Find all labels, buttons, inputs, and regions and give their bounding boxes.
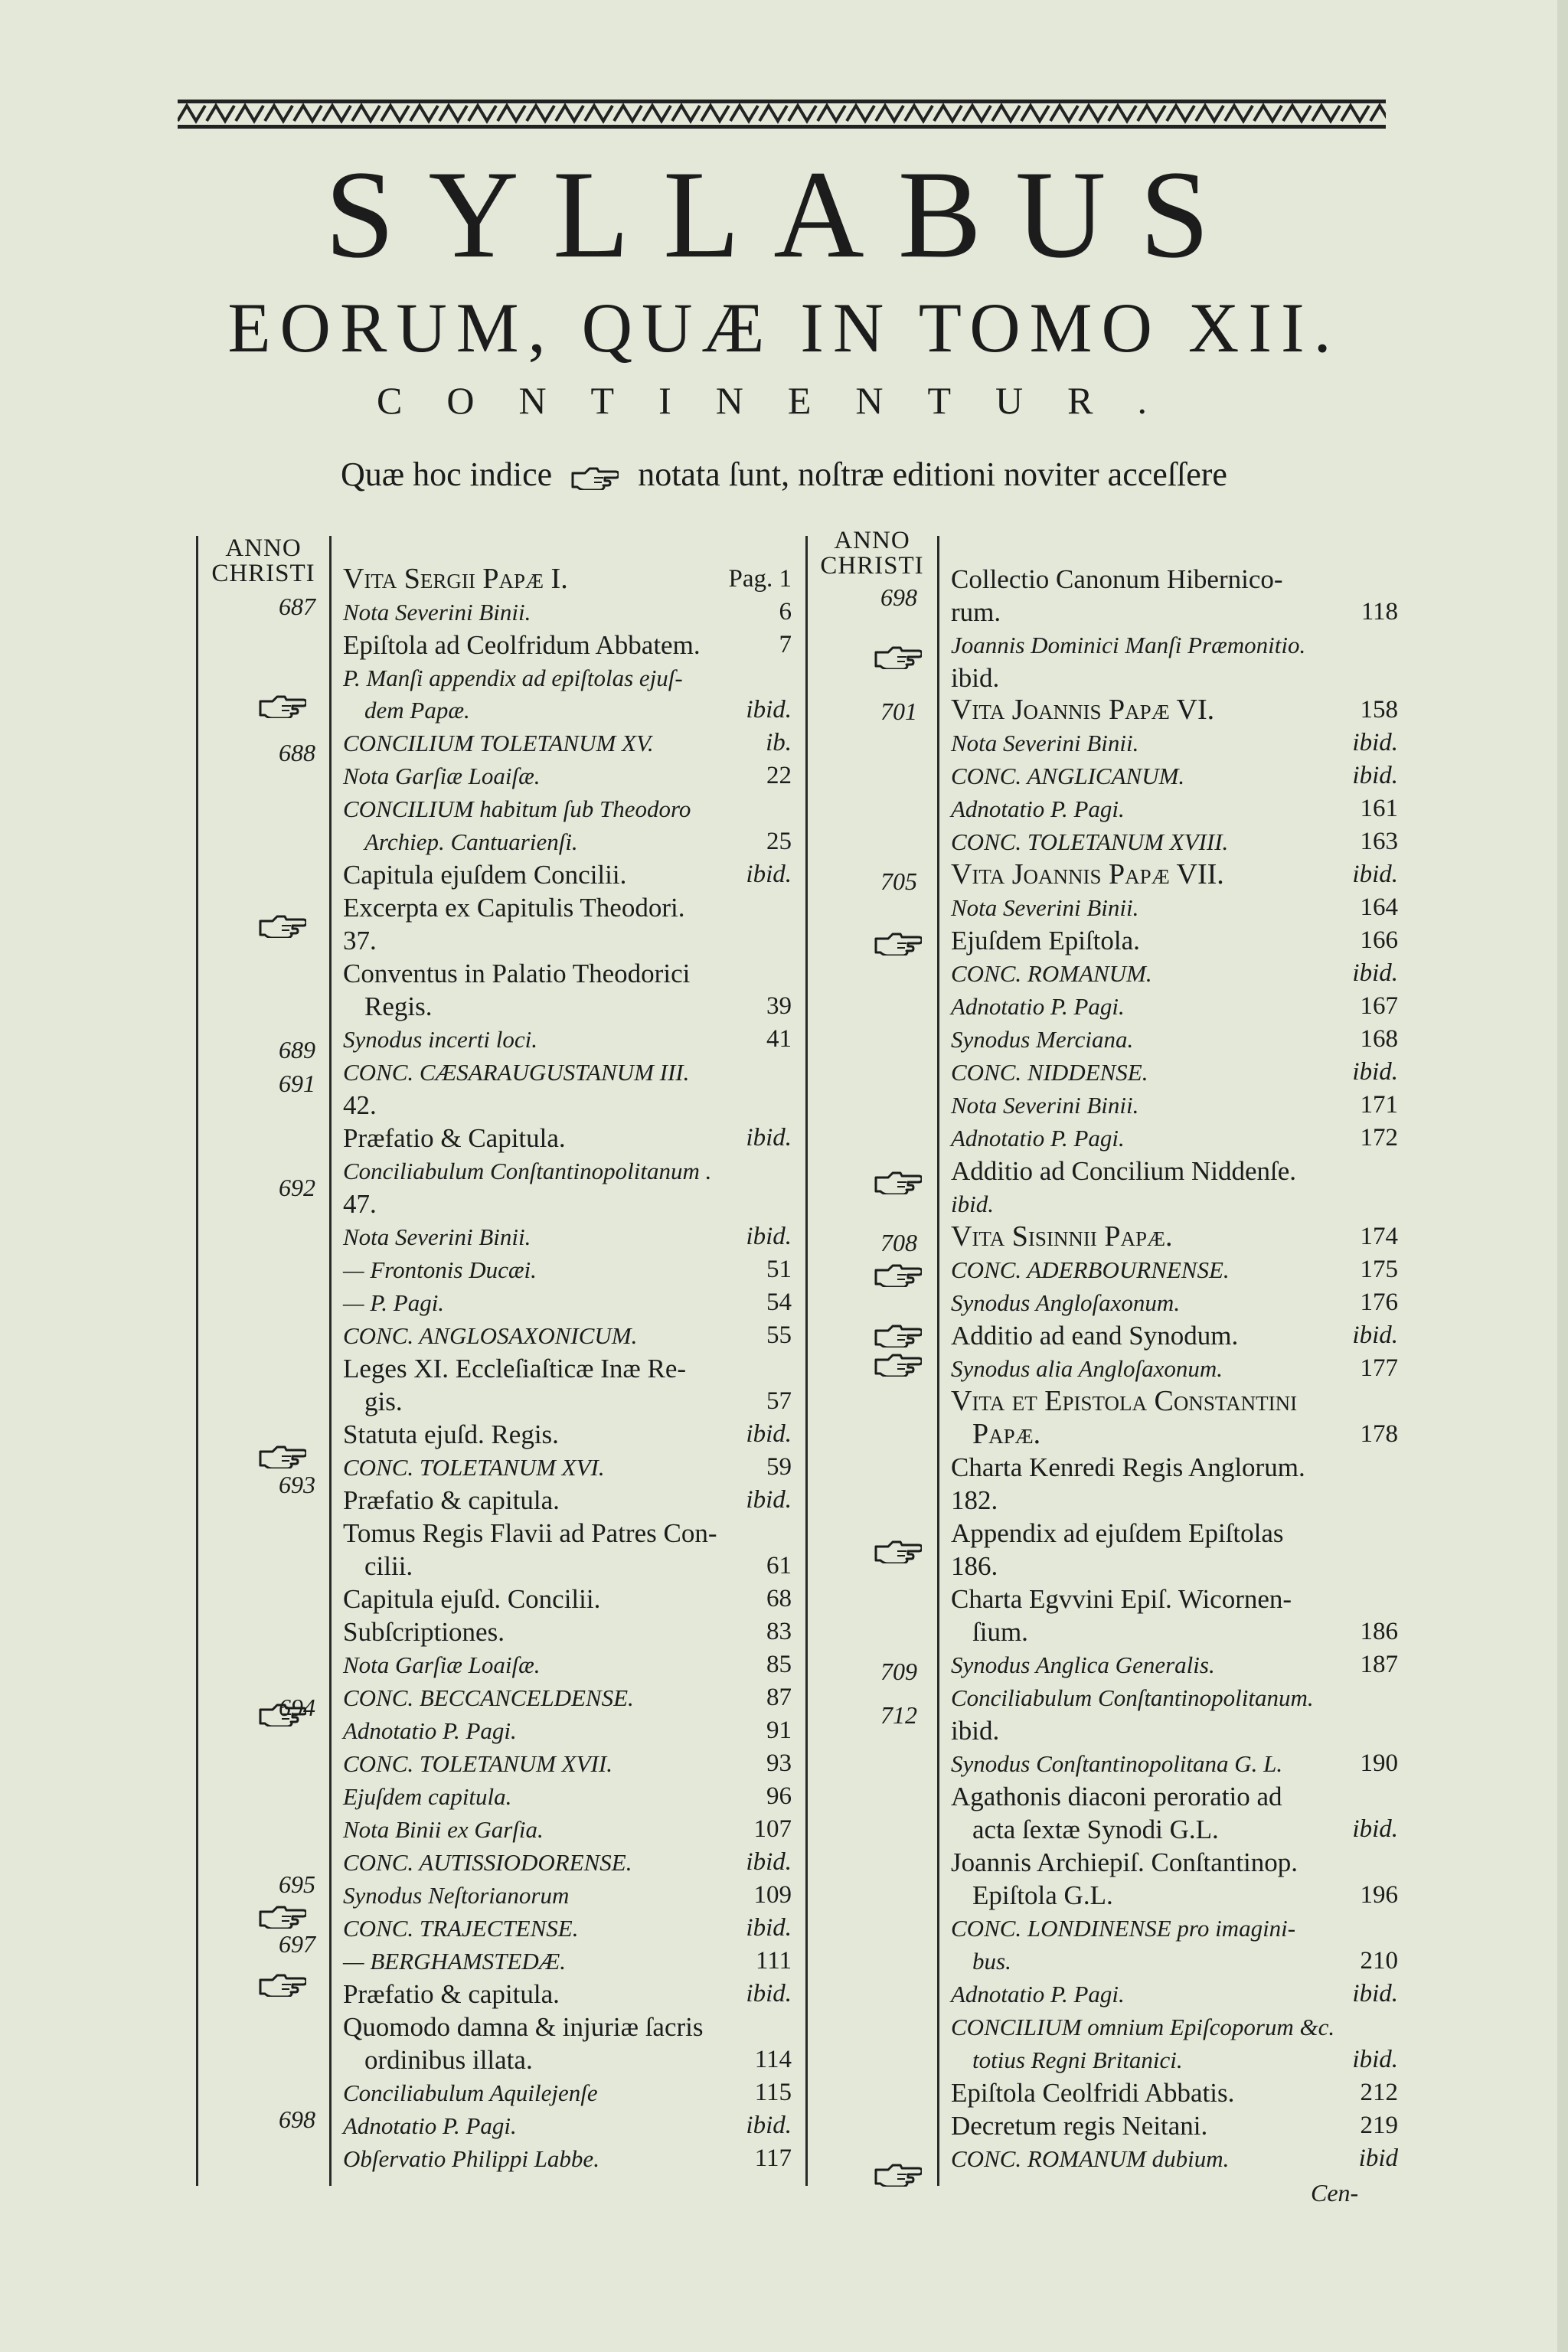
index-entry: Nota Severini Binii. bbox=[951, 894, 1139, 921]
page-number: ib. bbox=[766, 729, 792, 756]
index-entry: Tomus Regis Flavii ad Patres Con- bbox=[343, 1518, 717, 1548]
page-subtitle-continentur: CONTINENTUR. bbox=[376, 379, 1192, 422]
anno-year: 691 bbox=[279, 1070, 315, 1097]
index-entry: ibid. bbox=[951, 1716, 1000, 1746]
page-number: 107 bbox=[753, 1815, 792, 1843]
anno-year: 689 bbox=[279, 1036, 315, 1063]
index-entry: CONC. TOLETANUM XVI. bbox=[343, 1454, 605, 1481]
page-number: 61 bbox=[766, 1552, 792, 1579]
pointing-hand-icon bbox=[259, 694, 306, 718]
right-column-rule bbox=[937, 536, 939, 2186]
index-entry: Synodus Anglica Generalis. bbox=[951, 1651, 1215, 1678]
index-entry: Nota Garſiæ Loaiſæ. bbox=[343, 763, 541, 789]
index-entry: Excerpta ex Capitulis Theodori. bbox=[343, 893, 685, 923]
anno-year: 705 bbox=[880, 867, 917, 895]
index-entry: P. Manſi appendix ad epiſtolas ejuſ- bbox=[343, 665, 683, 691]
index-entry: Præfatio & capitula. bbox=[343, 1979, 560, 2009]
index-entry: Agathonis diaconi peroratio ad bbox=[951, 1782, 1282, 1811]
index-entry: CONC. TOLETANUM XVII. bbox=[343, 1750, 612, 1777]
page-number: 41 bbox=[766, 1025, 792, 1053]
anno-year: 692 bbox=[279, 1174, 315, 1201]
index-entry: CONC. TRAJECTENSE. bbox=[343, 1915, 579, 1942]
page-number: 83 bbox=[766, 1618, 792, 1645]
index-entry: Adnotatio P. Pagi. bbox=[951, 1981, 1125, 2007]
index-note bbox=[0, 455, 1568, 495]
index-entry: Joannis Archiepiſ. Conſtantinop. bbox=[951, 1847, 1298, 1877]
pointing-hand-icon bbox=[874, 1539, 922, 1563]
index-entry: Epiſtola ad Ceolfridum Abbatem. bbox=[343, 630, 701, 660]
page-number: 168 bbox=[1360, 1025, 1398, 1053]
index-entry: Synodus alia Angloſaxonum. bbox=[951, 1355, 1223, 1382]
page-number: 163 bbox=[1360, 828, 1398, 855]
page-number: 68 bbox=[766, 1585, 792, 1612]
index-entry: Nota Severini Binii. bbox=[343, 1223, 531, 1250]
index-entry: CONC. LONDINENSE pro imagini- bbox=[951, 1915, 1296, 1942]
index-entry: 182. bbox=[951, 1485, 998, 1515]
index-entry: — BERGHAMSTEDÆ. bbox=[343, 1948, 567, 1975]
index-entry: Statuta ejuſd. Regis. bbox=[343, 1419, 559, 1449]
page-number: 171 bbox=[1360, 1091, 1398, 1119]
index-entry: Vita Joannis Papæ VI. bbox=[951, 694, 1215, 726]
index-entry: Synodus Angloſaxonum. bbox=[951, 1289, 1181, 1316]
index-entry: Capitula ejuſdem Concilii. bbox=[343, 860, 627, 890]
index-entry: Epiſtola Ceolfridi Abbatis. bbox=[951, 2078, 1235, 2108]
pointing-hand-icon bbox=[874, 645, 922, 669]
anno-year: 712 bbox=[880, 1701, 917, 1729]
index-entry: CONC. TOLETANUM XVIII. bbox=[951, 828, 1229, 855]
index-entry: Vita Sergii Papæ I. bbox=[343, 563, 568, 595]
index-entry: CONC. ROMANUM. bbox=[951, 960, 1152, 987]
page-number: ibid. bbox=[746, 1223, 792, 1250]
pointing-hand-icon bbox=[259, 1444, 306, 1468]
index-entry: Conciliabulum Aquilejenſe bbox=[343, 2079, 598, 2106]
pointing-hand-icon bbox=[874, 931, 922, 956]
anno-year: 697 bbox=[279, 1930, 315, 1958]
page-number: ibid. bbox=[746, 1486, 792, 1514]
page-number: ibid. bbox=[746, 1914, 792, 1942]
index-entry: CONC. CÆSARAUGUSTANUM III. bbox=[343, 1059, 690, 1086]
page-number: 210 bbox=[1360, 1947, 1398, 1975]
page-number: 219 bbox=[1360, 2112, 1398, 2139]
page-number: ibid. bbox=[1352, 1058, 1398, 1086]
anno-year: 708 bbox=[880, 1229, 917, 1256]
page-number: 167 bbox=[1360, 992, 1398, 1020]
index-entry: ibid. bbox=[951, 663, 1000, 693]
index-entry: Conventus in Palatio Theodorici bbox=[343, 959, 691, 988]
page-number: 118 bbox=[1361, 598, 1398, 626]
page-number: ibid. bbox=[1352, 861, 1398, 888]
index-entry: ordinibus illata. bbox=[364, 2045, 533, 2075]
index-entry: CONC. ROMANUM dubium. bbox=[951, 2145, 1230, 2172]
pointing-hand-icon bbox=[874, 1323, 922, 1348]
index-entry: CONC. ANGLOSAXONICUM. bbox=[343, 1322, 638, 1349]
index-entry: — P. Pagi. bbox=[343, 1289, 445, 1316]
page-number: ibid. bbox=[1352, 729, 1398, 756]
anno-year: 688 bbox=[279, 739, 315, 766]
anno-year: 698 bbox=[880, 583, 917, 611]
page-number: 55 bbox=[766, 1321, 792, 1349]
page-number: 96 bbox=[766, 1782, 792, 1810]
index-entry: cilii. bbox=[364, 1551, 413, 1581]
index-entry: Nota Binii ex Garſia. bbox=[343, 1816, 544, 1843]
index-entry: 186. bbox=[951, 1551, 998, 1581]
page-number: ibid. bbox=[746, 696, 792, 724]
pointing-hand-icon bbox=[874, 1352, 922, 1377]
index-entry: CONCILIUM TOLETANUM XV. bbox=[343, 730, 654, 756]
index-entry: Adnotatio P. Pagi. bbox=[951, 795, 1125, 822]
index-entry: Vita Joannis Papæ VII. bbox=[951, 858, 1224, 890]
page-number: Pag. 1 bbox=[728, 565, 792, 593]
index-entry: Papæ. bbox=[972, 1418, 1041, 1450]
anno-header-right: ANNO CHRISTI bbox=[820, 527, 924, 580]
page-number: ibid bbox=[1358, 2145, 1398, 2172]
page-number: 111 bbox=[755, 1947, 792, 1975]
catchword: Cen- bbox=[1311, 2179, 1359, 2207]
index-note-before: Quæ hoc indice bbox=[341, 456, 553, 493]
index-entry: CONC. ANGLICANUM. bbox=[951, 763, 1185, 789]
page-number: 166 bbox=[1360, 926, 1398, 954]
pointing-hand-icon bbox=[571, 466, 619, 490]
index-entry: Vita et Epistola Constantini bbox=[951, 1385, 1298, 1417]
index-entry: CONCILIUM habitum ſub Theodoro bbox=[343, 795, 691, 822]
index-entry: Ejuſdem capitula. bbox=[343, 1783, 512, 1810]
page-number: ibid. bbox=[1352, 959, 1398, 987]
pointing-hand-icon bbox=[259, 1972, 306, 1997]
page-number: 117 bbox=[754, 2145, 792, 2172]
index-note-after: notata ſunt, noſtræ editioni noviter acceſſere bbox=[638, 456, 1227, 493]
index-entry: Adnotatio P. Pagi. bbox=[951, 993, 1125, 1020]
page-number: 161 bbox=[1360, 795, 1398, 822]
index-entry: 37. bbox=[343, 926, 377, 956]
index-entry: Conciliabulum Conſtantinopolitanum. bbox=[951, 1684, 1314, 1711]
page-number: 25 bbox=[766, 828, 792, 855]
index-entry: Præfatio & Capitula. bbox=[343, 1123, 566, 1153]
pointing-hand-icon bbox=[259, 1702, 306, 1726]
index-entry: Charta Egvvini Epiſ. Wicornen- bbox=[951, 1584, 1292, 1614]
page-number: 196 bbox=[1360, 1881, 1398, 1909]
index-entry: Conciliabulum Conſtantinopolitanum . bbox=[343, 1158, 712, 1184]
page-number: 177 bbox=[1360, 1354, 1398, 1382]
index-entry: Nota Severini Binii. bbox=[951, 1092, 1139, 1119]
pointing-hand-icon bbox=[259, 913, 306, 938]
page-number: ibid. bbox=[746, 1980, 792, 2007]
page-number: 39 bbox=[766, 992, 792, 1020]
page-number: 54 bbox=[766, 1289, 792, 1316]
page-number: 187 bbox=[1360, 1651, 1398, 1678]
page-number: 172 bbox=[1360, 1124, 1398, 1152]
index-entry: CONC. BECCANCELDENSE. bbox=[343, 1684, 634, 1711]
middle-rule bbox=[805, 536, 808, 2186]
page-number: 178 bbox=[1360, 1420, 1398, 1448]
index-entry: rum. bbox=[951, 597, 1001, 627]
index-entry: gis. bbox=[364, 1387, 403, 1416]
page-number: 115 bbox=[754, 2079, 792, 2106]
page-number: 175 bbox=[1360, 1256, 1398, 1283]
anno-header-left: ANNO CHRISTI bbox=[211, 534, 315, 587]
page-number: ibid. bbox=[746, 1848, 792, 1876]
page-number: ibid. bbox=[746, 1124, 792, 1152]
index-entry: Nota Severini Binii. bbox=[951, 730, 1139, 756]
index-entry: CONC. ADERBOURNENSE. bbox=[951, 1256, 1230, 1283]
page-title: SYLLABUS bbox=[325, 145, 1243, 284]
index-entry: Ejuſdem Epiſtola. bbox=[951, 926, 1140, 956]
index-entry: Nota Severini Binii. bbox=[343, 599, 531, 626]
index-entry: Synodus Conſtantinopolitana G. L. bbox=[951, 1750, 1283, 1777]
page-number: 212 bbox=[1360, 2079, 1398, 2106]
page-number: 114 bbox=[754, 2046, 792, 2073]
index-entry: Synodus incerti loci. bbox=[343, 1026, 537, 1053]
index-entry: CONC. NIDDENSE. bbox=[951, 1059, 1148, 1086]
left-anno-rule bbox=[196, 536, 198, 2186]
page-number: 51 bbox=[766, 1256, 792, 1283]
page-number: 6 bbox=[779, 598, 792, 626]
index-entry: acta ſextæ Synodi G.L. bbox=[972, 1815, 1219, 1844]
index-entry: Subſcriptiones. bbox=[343, 1617, 505, 1647]
index-entry: Adnotatio P. Pagi. bbox=[343, 2112, 517, 2139]
index-entry: Charta Kenredi Regis Anglorum. bbox=[951, 1452, 1305, 1482]
page-number: 22 bbox=[766, 762, 792, 789]
index-entry: Additio ad eand Synodum. bbox=[951, 1321, 1239, 1351]
ornament-border bbox=[178, 98, 1386, 130]
page-number: 186 bbox=[1360, 1618, 1398, 1645]
page-number: 190 bbox=[1360, 1749, 1398, 1777]
page-number: 87 bbox=[766, 1684, 792, 1711]
anno-year: 701 bbox=[880, 697, 917, 725]
index-entry: Adnotatio P. Pagi. bbox=[951, 1125, 1125, 1152]
page-number: 59 bbox=[766, 1453, 792, 1481]
page-number: 176 bbox=[1360, 1289, 1398, 1316]
page-number: 57 bbox=[766, 1387, 792, 1415]
page-number: 158 bbox=[1360, 696, 1398, 724]
left-column-rule bbox=[329, 536, 332, 2186]
index-entry: Obſervatio Philippi Labbe. bbox=[343, 2145, 599, 2172]
index-entry: 42. bbox=[343, 1090, 377, 1120]
anno-year: 687 bbox=[279, 593, 315, 620]
page-number: 93 bbox=[766, 1749, 792, 1777]
index-entry: Collectio Canonum Hibernico- bbox=[951, 564, 1283, 594]
index-entry: Adnotatio P. Pagi. bbox=[343, 1717, 517, 1744]
page-number: ibid. bbox=[1352, 1980, 1398, 2007]
index-entry: Synodus Merciana. bbox=[951, 1026, 1134, 1053]
index-entry: totius Regni Britanici. bbox=[972, 2047, 1183, 2073]
page-number: 85 bbox=[766, 1651, 792, 1678]
index-entry: Præfatio & capitula. bbox=[343, 1485, 560, 1515]
index-entry: Epiſtola G.L. bbox=[972, 1880, 1113, 1910]
page-number: 164 bbox=[1360, 893, 1398, 921]
index-entry: Nota Garſiæ Loaiſæ. bbox=[343, 1651, 541, 1678]
index-entry: Appendix ad ejuſdem Epiſtolas bbox=[951, 1518, 1284, 1548]
index-entry: 47. bbox=[343, 1189, 377, 1219]
anno-year: 698 bbox=[279, 2105, 315, 2133]
page-number: 109 bbox=[753, 1881, 792, 1909]
index-entry: Vita Sisinnii Papæ. bbox=[951, 1220, 1173, 1253]
index-entry: CONCILIUM omnium Epiſcoporum &c. bbox=[951, 2014, 1335, 2040]
index-entry: Joannis Dominici Manſi Præmonitio. bbox=[951, 632, 1306, 658]
anno-year: 695 bbox=[279, 1870, 315, 1898]
page-number: ibid. bbox=[1352, 1815, 1398, 1843]
page-number: 91 bbox=[766, 1717, 792, 1744]
anno-year: 709 bbox=[880, 1658, 917, 1685]
index-entry: ſium. bbox=[972, 1617, 1028, 1647]
index-entry: ibid. bbox=[951, 1191, 994, 1217]
index-entry: Regis. bbox=[364, 991, 433, 1021]
pointing-hand-icon bbox=[874, 1170, 922, 1194]
page-number: 174 bbox=[1360, 1223, 1398, 1250]
index-entry: Capitula ejuſd. Concilii. bbox=[343, 1584, 601, 1614]
page-number: ibid. bbox=[1352, 1321, 1398, 1349]
index-entry: Leges XI. Eccleſiaſticæ Inæ Re- bbox=[343, 1354, 687, 1383]
page-number: ibid. bbox=[1352, 2046, 1398, 2073]
page-number: ibid. bbox=[746, 861, 792, 888]
index-entry: Archiep. Cantuarienſi. bbox=[364, 828, 578, 855]
page-number: ibid. bbox=[1352, 762, 1398, 789]
anno-year: 694 bbox=[279, 1694, 315, 1721]
page-subtitle: EORUM, QUÆ IN TOMO XII. bbox=[227, 289, 1341, 367]
pointing-hand-icon bbox=[259, 1904, 306, 1929]
index-entry: bus. bbox=[972, 1948, 1011, 1975]
pointing-hand-icon bbox=[874, 2162, 922, 2187]
index-entry: Synodus Neſtorianorum bbox=[343, 1882, 570, 1909]
index-entry: dem Papæ. bbox=[364, 697, 470, 724]
page-number: ibid. bbox=[746, 1420, 792, 1448]
page-number: ibid. bbox=[746, 2112, 792, 2139]
index-entry: Quomodo damna & injuriæ ſacris bbox=[343, 2012, 704, 2042]
index-entry: — Frontonis Ducæi. bbox=[343, 1256, 537, 1283]
index-entry: Additio ad Concilium Niddenſe. bbox=[951, 1156, 1297, 1186]
anno-year: 693 bbox=[279, 1471, 315, 1498]
index-entry: Decretum regis Neitani. bbox=[951, 2111, 1208, 2141]
index-entry: CONC. AUTISSIODORENSE. bbox=[343, 1849, 632, 1876]
page-number: 7 bbox=[779, 631, 792, 658]
pointing-hand-icon bbox=[874, 1263, 922, 1287]
